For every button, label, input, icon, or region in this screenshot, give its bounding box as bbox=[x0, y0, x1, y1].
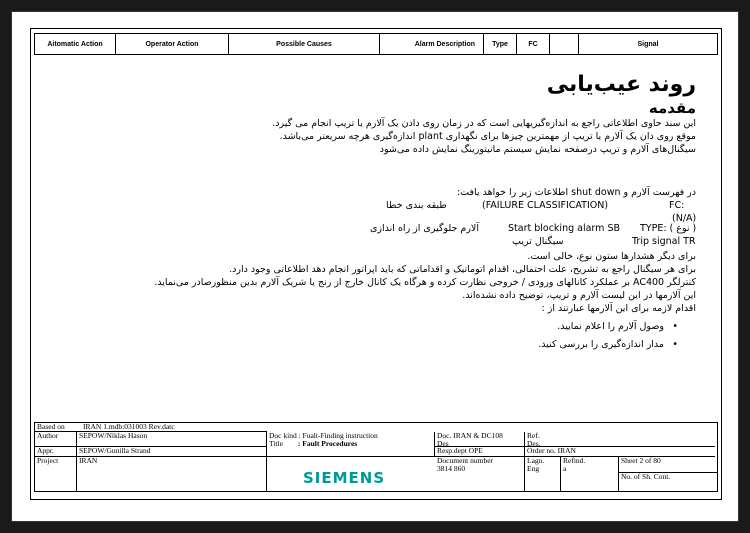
ref-cell bbox=[525, 432, 715, 447]
list-item: • مدار اندازه‌گیری را بررسی کنید. bbox=[538, 338, 678, 351]
resp-dept: Resp.dept OPE bbox=[435, 447, 525, 457]
ref-des: Des. bbox=[527, 439, 541, 447]
list-intro: در فهرست آلارم و shut down اطلاعات زیر را خواهد یافت: bbox=[456, 187, 696, 198]
col-operator-action: Operator Action bbox=[116, 34, 229, 54]
document-number: 3814 860 bbox=[437, 464, 466, 473]
intro-paragraph bbox=[272, 117, 696, 156]
list-item: • وصول آلارم را اعلام نمایید. bbox=[538, 320, 678, 333]
fc-code: FC: bbox=[669, 200, 685, 211]
doc-kind: Doc kind : Fualt-Finding instruction bbox=[269, 432, 378, 440]
title-block bbox=[34, 422, 718, 492]
col-automatic-action: Aitomatic Action bbox=[35, 34, 116, 54]
body-line: کنترلگر AC400 بر عملکرد کانالهای ورودی / خروجی نظارت کرده و هرگاه یک کانال خارج از رنج یا شریک آلارم بدین منظورصادر می‌نماید. bbox=[154, 277, 696, 288]
col-blank bbox=[550, 34, 579, 54]
sheet-cont: No. of Sh. Cont. bbox=[621, 473, 671, 481]
document-number-cell bbox=[435, 457, 525, 491]
col-type: Type bbox=[484, 34, 517, 54]
project-label: Project bbox=[35, 457, 77, 491]
col-possible-causes: Possible Causes bbox=[229, 34, 380, 54]
based-on-label: Based on bbox=[35, 423, 130, 432]
doc-value: Doc. IRAN & DC108 bbox=[437, 432, 503, 440]
body-line: اقدام لازمه برای این آلارمها عبارتند از : bbox=[541, 303, 696, 314]
document-page bbox=[12, 12, 738, 521]
author-value: SEPOW/Niklas Hason bbox=[77, 432, 267, 447]
page-title: روند عیب‌یابی bbox=[546, 72, 696, 97]
title-value: : Fault Procedures bbox=[297, 439, 358, 448]
appr-value: SEPOW/Gunilla Strand bbox=[77, 447, 267, 457]
intro-line: موقع روی دان یک آلارم یا تریپ از مهمترین چیزها برای نگهداری plant اندازه‌گیری هرچه سریعتر می‌باشد. bbox=[279, 131, 696, 142]
siemens-logo: SIEMENS bbox=[303, 469, 386, 487]
col-fc: FC bbox=[517, 34, 550, 54]
type-sb: Start blocking alarm SB bbox=[508, 223, 620, 234]
tr-code: Trip signal TR bbox=[632, 236, 696, 247]
bullet-list bbox=[538, 320, 678, 356]
language-cell bbox=[525, 457, 561, 491]
col-signal: Signal bbox=[637, 40, 659, 48]
body-text bbox=[154, 250, 696, 315]
project-value: IRAN bbox=[77, 457, 267, 491]
document-number-label: Document number bbox=[437, 457, 494, 465]
tr-desc: سیگنال تریپ bbox=[512, 236, 564, 247]
sheet-count: Sheet 2 of 80 bbox=[619, 457, 717, 473]
fc-desc: طبقه بندی خطا bbox=[386, 200, 447, 211]
section-heading: مقدمه bbox=[648, 99, 696, 117]
fc-english: (FAILURE CLASSIFICATION) bbox=[482, 200, 609, 211]
body-line: برای دیگر هشدارها ستون نوع، خالی است. bbox=[527, 251, 696, 262]
ref-label: Ref. bbox=[527, 432, 540, 440]
header-table bbox=[34, 33, 718, 55]
type-desc: آلارم جلوگیری از راه اندازی bbox=[370, 223, 479, 234]
refind-value: a bbox=[563, 464, 567, 473]
body-line: برای هر سیگنال راجع به تشریح، علت احتمالی، اقدام اتوماتیک و اقداماتی که باید اپراتور انجام دهد اطلاعاتی وجود دارد. bbox=[229, 264, 696, 275]
language-value: Eng bbox=[527, 464, 540, 473]
intro-line: سیگنال‌های آلارم و تریپ درصفحه نمایش سیستم مانیتورینگ نمایش داده می‌شود bbox=[379, 144, 696, 155]
based-on-value: IRAN 1.mdb:031003 Rev.datc bbox=[77, 423, 267, 432]
title-row bbox=[269, 440, 432, 448]
doc-kind-cell bbox=[267, 432, 435, 457]
author-label: Author bbox=[35, 432, 77, 447]
order-no: Order no. IRAN bbox=[525, 447, 715, 457]
fc-na: (N/A) bbox=[672, 213, 697, 224]
appr-label: Appr. bbox=[35, 447, 77, 457]
intro-line: این سند حاوی اطلاعاتی راجع به اندازه‌گیریهایی است که در زمان روی دادن یک آلارم یا تریپ انجام می گیرد. bbox=[272, 118, 696, 129]
refind-label: Refind. bbox=[563, 457, 586, 465]
col-alarm-description: Alarm Description bbox=[380, 34, 484, 54]
doc-cell bbox=[435, 432, 525, 447]
des-label: Des bbox=[437, 439, 449, 447]
body-line: این آلارمها در این لیست آلارم و تریپ، توضیح داده نشده‌اند. bbox=[462, 290, 696, 301]
type-code: TYPE: ( نوع ) bbox=[640, 223, 697, 234]
refind-cell bbox=[561, 457, 619, 491]
language-label: Lagn. bbox=[527, 457, 545, 465]
title-label: Title bbox=[269, 439, 283, 448]
